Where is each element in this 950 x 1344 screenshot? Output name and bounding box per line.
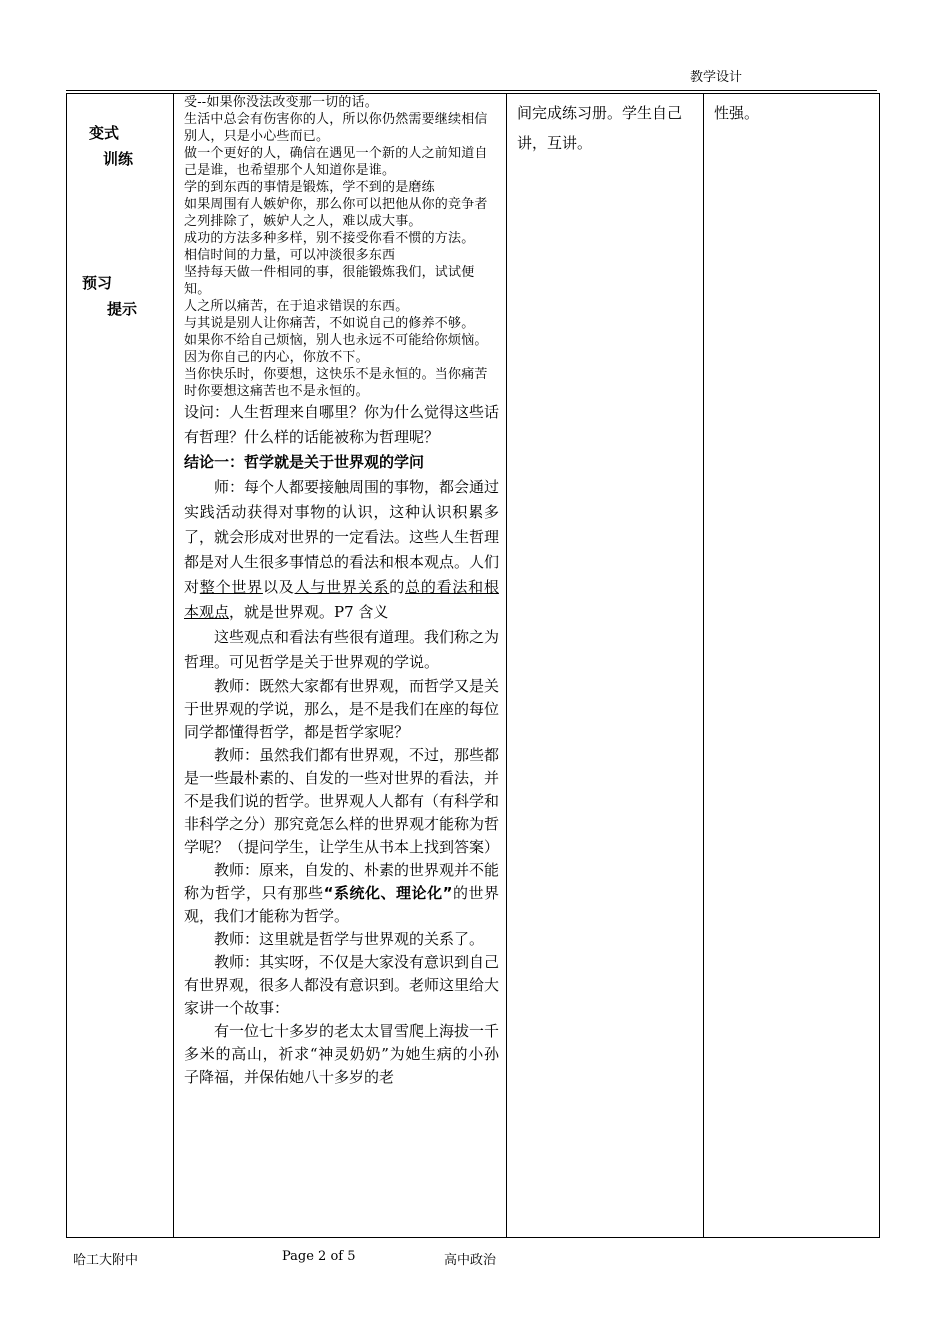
table-row xyxy=(67,94,880,1238)
header-rule xyxy=(66,90,877,91)
emphasis-text: “系统化、理论化” xyxy=(323,884,453,902)
quote-item: 如果你不给自己烦恼，别人也永远不可能给你烦恼。因为你自己的内心，你放不下。 xyxy=(184,333,488,365)
quote-item: 学的到东西的事情是锻炼，学不到的是磨练 xyxy=(184,180,435,195)
intent-cell xyxy=(704,94,880,1238)
activity-cell xyxy=(507,94,704,1238)
conclusion-heading: 结论一：哲学就是关于世界观的学问 xyxy=(184,453,425,471)
quote-item: 做一个更好的人，确信在遇见一个新的人之前知道自己是谁，也希望那个人知道你是谁。 xyxy=(184,146,488,178)
quote-item: 当你快乐时，你要想，这快乐不是永恒的。当你痛苦时你要想这痛苦也不是永恒的。 xyxy=(184,367,488,399)
quote-item: 如果周围有人嫉妒你，那么你可以把他从你的竞争者之列排除了，嫉妒人之人，难以成大事。 xyxy=(184,197,488,229)
paragraph: 教师：虽然我们都有世界观，不过，那些都是一些最朴素的、自发的一些对世界的看法，并不是我们说的哲学。世界观人人都有（有科学和非科学之分）那究竟怎么样的世界观才能称为哲学呢？（提问学生，让学生从书本上找到答案） xyxy=(184,746,500,856)
paragraph-system: 教师：原来，自发的、朴素的世界观并不能称为哲学，只有那些“系统化、理论化”的世界观，我们才能称为哲学。 xyxy=(184,861,500,925)
paragraph: 教师：既然大家都有世界观，而哲学又是关于世界观的学说，那么，是不是我们在座的每位同学都懂得哲学，都是哲学家呢？ xyxy=(184,677,500,741)
activity-text: 间完成练习册。学生自己讲，互讲。 xyxy=(517,104,683,152)
quote-list xyxy=(184,94,499,400)
paragraph: 教师：其实呀，不仅是大家没有意识到自己有世界观，很多人都没有意识到。老师这里给大家讲一个故事： xyxy=(184,953,500,1017)
footer-page-number: Page 2 of 5 xyxy=(282,1249,356,1264)
label-preview-2: 提示 xyxy=(107,300,138,318)
label-preview-1: 预习 xyxy=(82,274,113,292)
paragraph: 有一位七十多岁的老太太冒雪爬上海拔一千多米的高山，祈求“神灵奶奶”为她生病的小孙子降福，并保佑她八十多岁的老 xyxy=(184,1022,500,1086)
quote-item: 坚持每天做一件相同的事，很能锻炼我们，试试便知。 xyxy=(184,265,475,297)
paragraph: 这些观点和看法有些很有道理。我们称之为哲理。可见哲学是关于世界观的学说。 xyxy=(184,628,500,671)
underlined-term: 整个世界 xyxy=(199,578,263,596)
quote-item: 生活中总会有伤害你的人，所以你仍然需要继续相信别人，只是小心些而已。 xyxy=(184,112,488,144)
quote-item: 人之所以痛苦，在于追求错误的东西。 xyxy=(184,299,409,314)
quote-item: 与其说是别人让你痛苦，不如说自己的修养不够。 xyxy=(184,316,475,331)
header-title: 教学设计 xyxy=(690,70,743,85)
paragraph-worldview: 师：每个人都要接触周围的事物，都会通过实践活动获得对事物的认识，这种认识积累多了，就会形成对世界的一定看法。这些人生哲理都是对人生很多事情总的看法和根本观点。人们对整个世界以及人与世界关系的总的看法和根本观点，就是世界观。P7 含义 xyxy=(184,478,500,621)
label-exercise-1: 变式 xyxy=(89,124,120,142)
footer-subject: 高中政治 xyxy=(444,1253,497,1268)
footer-school: 哈工大附中 xyxy=(73,1253,139,1268)
underlined-term: 总的看法和根本观点 xyxy=(184,578,499,621)
lesson-table xyxy=(66,93,880,1238)
label-exercise-2: 训练 xyxy=(103,150,134,168)
quote-item: 成功的方法多种多样，别不接受你看不惯的方法。 xyxy=(184,231,475,246)
label-cell xyxy=(67,94,174,1238)
paragraph: 教师：这里就是哲学与世界观的关系了。 xyxy=(214,930,485,948)
question-paragraph: 设问：人生哲理来自哪里？你为什么觉得这些话有哲理？什么样的话能被称为哲理呢？ xyxy=(184,403,500,446)
content-cell xyxy=(174,94,507,1238)
underlined-term: 人与世界关系 xyxy=(294,578,390,596)
quote-item: 相信时间的力量，可以冲淡很多东西 xyxy=(184,248,396,263)
quote-item: 受--如果你没法改变那一切的话。 xyxy=(184,95,378,110)
intent-text: 性强。 xyxy=(714,104,760,122)
